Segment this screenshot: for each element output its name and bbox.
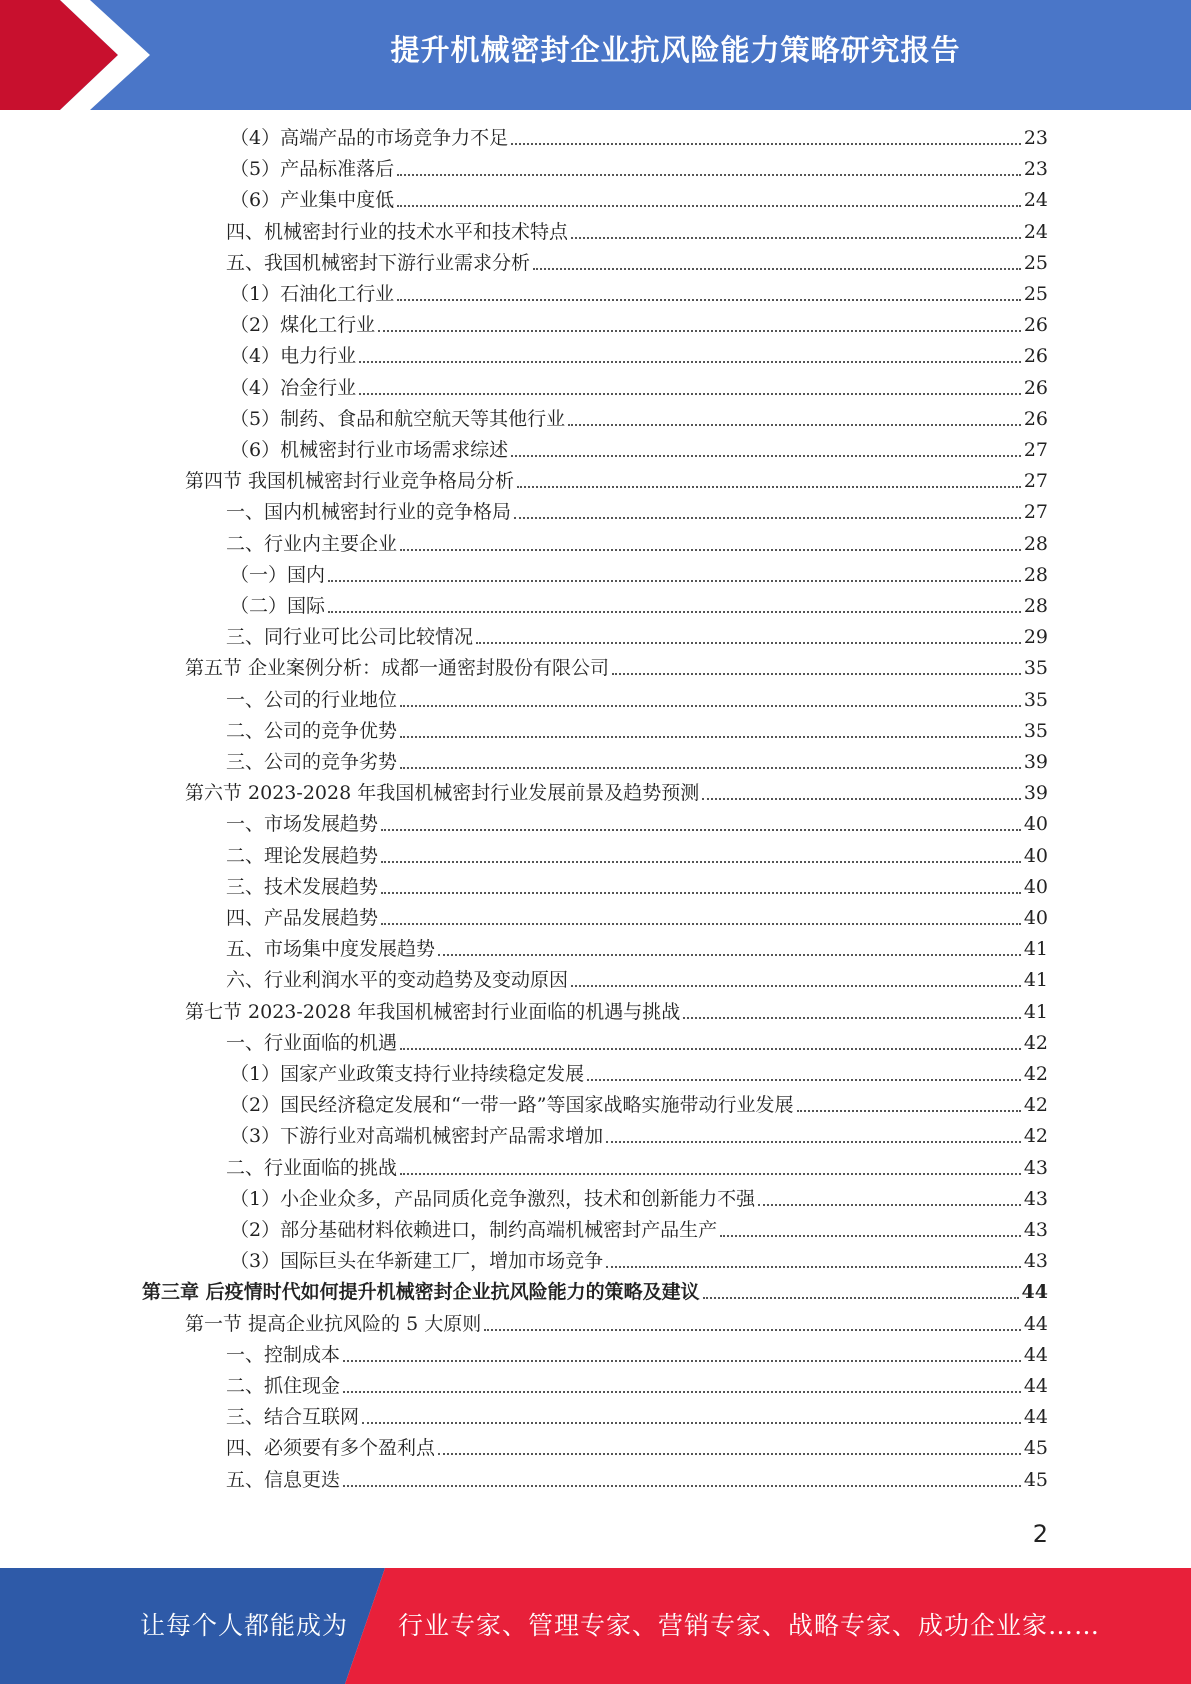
toc-entry[interactable] [226,1374,1048,1398]
toc-dot-leader [484,1329,1021,1331]
toc-dot-leader [400,705,1021,707]
toc-entry[interactable] [226,1468,1048,1492]
toc-dot-leader [438,1453,1021,1455]
toc-dot-leader [511,143,1021,145]
toc-dot-leader [397,174,1021,176]
toc-entry[interactable] [226,1436,1048,1460]
toc-entry[interactable] [226,1031,1048,1055]
toc-entry[interactable] [230,376,1048,400]
toc-entry-label: 第三章 后疫情时代如何提升机械密封企业抗风险能力的策略及建议 [142,1281,700,1304]
toc-entry-page: 35 [1023,657,1048,680]
toc-entry[interactable] [226,220,1048,244]
toc-dot-leader [683,1017,1021,1019]
toc-dot-leader [381,829,1021,831]
toc-entry[interactable] [226,906,1048,930]
toc-dot-leader [606,1141,1021,1143]
toc-dot-leader [571,985,1021,987]
toc-entry-label: （3）国际巨头在华新建工厂，增加市场竞争 [230,1250,604,1273]
toc-dot-leader [438,954,1021,956]
toc-dot-leader [702,798,1021,800]
toc-entry-label: （5）产品标准落后 [230,158,395,181]
toc-entry-page: 40 [1023,875,1048,898]
toc-entry[interactable] [226,500,1048,524]
toc-entry-page: 42 [1023,1125,1048,1148]
toc-entry-label: 五、我国机械密封下游行业需求分析 [226,251,531,274]
toc-entry-page: 27 [1023,439,1048,461]
toc-dot-leader [343,1485,1021,1487]
toc-entry[interactable] [230,282,1048,306]
toc-entry-label: （6）机械密封行业市场需求综述 [230,439,509,461]
toc-dot-leader [571,237,1021,239]
toc-entry-label: （2）国民经济稳定发展和“一带一路”等国家战略实施带动行业发展 [230,1094,794,1117]
toc-entry-label: （4）冶金行业 [230,376,357,399]
toc-entry-page: 39 [1023,782,1048,805]
toc-entry[interactable] [230,1187,1048,1211]
toc-entry[interactable] [226,937,1048,961]
toc-entry[interactable] [226,750,1048,774]
toc-entry-label: 二、行业面临的挑战 [226,1156,398,1179]
toc-entry-page: 44 [1023,1312,1048,1335]
toc-dot-leader [533,268,1021,270]
toc-dot-leader [381,923,1021,925]
toc-entry-label: 二、公司的竞争优势 [226,719,398,742]
toc-dot-leader [612,673,1021,675]
toc-entry-label: 第四节 我国机械密封行业竞争格局分析 [185,470,515,493]
toc-entry-page: 28 [1023,595,1048,617]
toc-entry[interactable] [230,157,1048,181]
toc-entry-page: 28 [1023,563,1048,586]
toc-entry-label: （3）下游行业对高端机械密封产品需求增加 [230,1125,604,1148]
toc-dot-leader [568,424,1021,426]
toc-entry-label: （1）石油化工行业 [230,283,395,305]
toc-dot-leader [587,1079,1021,1081]
toc-dot-leader [328,580,1021,582]
toc-entry-page: 23 [1023,158,1048,181]
toc-entry[interactable] [185,1000,1048,1024]
toc-entry[interactable] [230,407,1048,431]
page-number: 2 [1032,1520,1048,1548]
toc-dot-leader [359,393,1021,395]
toc-entry-page: 40 [1023,907,1048,929]
toc-dot-leader [328,611,1021,613]
toc-entry[interactable] [230,188,1048,212]
toc-entry[interactable] [230,1093,1048,1117]
toc-entry-page: 26 [1023,345,1048,368]
toc-entry-label: （5）制药、食品和航空航天等其他行业 [230,407,566,430]
toc-dot-leader [606,1266,1021,1268]
toc-entry-label: 四、机械密封行业的技术水平和技术特点 [226,220,569,243]
toc-entry-page: 44 [1023,1375,1048,1397]
toc-dot-leader [362,1422,1021,1424]
toc-dot-leader [359,361,1021,363]
toc-entry-label: 四、必须要有多个盈利点 [226,1437,436,1460]
toc-entry-label: 一、控制成本 [226,1343,341,1366]
toc-entry-page: 45 [1023,1468,1048,1491]
toc-entry-label: （一）国内 [230,563,326,586]
toc-entry[interactable] [226,719,1048,743]
toc-entry[interactable] [226,844,1048,868]
toc-dot-leader [400,736,1021,738]
toc-entry[interactable] [230,344,1048,368]
toc-entry-page: 44 [1023,1343,1048,1366]
toc-entry[interactable] [226,625,1048,649]
toc-entry-page: 23 [1023,127,1048,149]
toc-dot-leader [400,549,1021,551]
toc-entry-label: 第六节 2023-2028 年我国机械密封行业发展前景及趋势预测 [185,782,700,805]
toc-entry[interactable] [226,1156,1048,1180]
toc-entry-label: （1）国家产业政策支持行业持续稳定发展 [230,1063,585,1085]
toc-entry[interactable] [230,438,1048,462]
toc-entry-page: 26 [1023,407,1048,430]
toc-entry[interactable] [230,563,1048,587]
toc-entry-label: 一、公司的行业地位 [226,688,398,711]
toc-entry-page: 41 [1023,1000,1048,1023]
toc-entry[interactable] [226,532,1048,556]
toc-entry[interactable] [230,1249,1048,1273]
toc-dot-leader [400,767,1021,769]
toc-entry-label: 五、市场集中度发展趋势 [226,938,436,961]
toc-entry-page: 26 [1023,376,1048,399]
toc-entry-page: 41 [1023,938,1048,961]
toc-entry-page: 40 [1023,844,1048,867]
toc-entry-label: （1）小企业众多，产品同质化竞争激烈，技术和创新能力不强 [230,1187,756,1210]
toc-entry-page: 39 [1023,751,1048,773]
toc-entry[interactable] [230,1218,1048,1242]
toc-entry[interactable] [226,1405,1048,1429]
toc-entry-label: 第一节 提高企业抗风险的 5 大原则 [185,1312,482,1335]
toc-entry-page: 35 [1023,719,1048,742]
toc-dot-leader [758,1204,1021,1206]
toc-entry-page: 43 [1023,1219,1048,1241]
toc-entry-label: 三、结合互联网 [226,1406,360,1429]
toc-entry[interactable] [230,126,1048,150]
toc-entry-page: 43 [1023,1250,1048,1273]
toc-dot-leader [476,642,1021,644]
page-header [0,0,1191,110]
toc-entry-label: （2）煤化工行业 [230,314,376,337]
toc-entry-page: 42 [1023,1094,1048,1117]
toc-entry[interactable] [226,1343,1048,1367]
toc-entry-page: 43 [1023,1187,1048,1210]
toc-entry-label: （二）国际 [230,595,326,617]
toc-entry[interactable] [230,313,1048,337]
toc-entry-label: （4）电力行业 [230,345,357,368]
toc-entry-label: 二、抓住现金 [226,1375,341,1397]
page-footer [0,1568,1191,1684]
toc-entry-label: 一、行业面临的机遇 [226,1031,398,1054]
toc-dot-leader [397,299,1021,301]
toc-dot-leader [400,1173,1021,1175]
toc-dot-leader [343,1360,1021,1362]
toc-entry-page: 45 [1023,1437,1048,1460]
toc-entry-page: 25 [1023,283,1048,305]
toc-entry[interactable] [185,1312,1048,1336]
toc-entry-page: 41 [1023,969,1048,992]
toc-entry[interactable] [226,812,1048,836]
toc-entry-label: 一、市场发展趋势 [226,813,379,836]
toc-entry-label: 二、理论发展趋势 [226,844,379,867]
toc-dot-leader [397,205,1021,207]
toc-entry-page: 26 [1023,314,1048,337]
toc-entry-page: 24 [1023,189,1048,212]
toc-entry-page: 28 [1023,532,1048,555]
toc-dot-leader [511,455,1021,457]
footer-slogan-right: 行业专家、管理专家、营销专家、战略专家、成功企业家…… [398,1611,1101,1640]
toc-entry[interactable] [142,1280,1048,1304]
toc-entry[interactable] [226,688,1048,712]
toc-dot-leader [514,517,1021,519]
toc-entry[interactable] [230,1124,1048,1148]
toc-dot-leader [378,330,1021,332]
toc-entry-label: 第七节 2023-2028 年我国机械密封行业面临的机遇与挑战 [185,1000,681,1023]
toc-entry-page: 42 [1023,1063,1048,1085]
toc-entry[interactable] [226,875,1048,899]
toc-entry-label: 三、同行业可比公司比较情况 [226,626,474,649]
toc-entry-label: 一、国内机械密封行业的竞争格局 [226,501,512,524]
toc-entry-page: 42 [1023,1031,1048,1054]
toc-entry[interactable] [185,469,1048,493]
toc-entry-label: （2）部分基础材料依赖进口，制约高端机械密封产品生产 [230,1219,718,1241]
toc-dot-leader [517,486,1021,488]
toc-entry-label: 三、技术发展趋势 [226,875,379,898]
toc-entry-label: （4）高端产品的市场竞争力不足 [230,127,509,149]
toc-entry-label: 二、行业内主要企业 [226,532,398,555]
toc-dot-leader [720,1235,1021,1237]
toc-entry-page: 27 [1023,470,1048,493]
toc-dot-leader [381,892,1021,894]
toc-entry-page: 35 [1023,688,1048,711]
toc-dot-leader [400,1048,1021,1050]
report-title: 提升机械密封企业抗风险能力策略研究报告 [390,33,961,67]
toc-entry-label: 第五节 企业案例分析：成都一通密封股份有限公司 [185,657,610,680]
toc-entry-page: 40 [1023,813,1048,836]
toc-entry[interactable] [185,781,1048,805]
toc-entry-page: 27 [1023,501,1048,524]
toc-entry[interactable] [226,251,1048,275]
toc-entry-page: 43 [1023,1156,1048,1179]
toc-entry[interactable] [226,968,1048,992]
toc-entry-page: 25 [1023,251,1048,274]
footer-slogan-left: 让每个人都能成为 [140,1611,349,1640]
toc-entry-page: 44 [1023,1406,1048,1429]
toc-dot-leader [703,1297,1019,1299]
toc-entry-label: 三、公司的竞争劣势 [226,751,398,773]
toc-entry-page: 29 [1023,626,1048,649]
toc-entry[interactable] [185,656,1048,680]
toc-dot-leader [381,861,1021,863]
toc-dot-leader [343,1391,1021,1393]
toc-entry-label: 四、产品发展趋势 [226,907,379,929]
toc-entry[interactable] [230,594,1048,618]
toc-entry-label: 六、行业利润水平的变动趋势及变动原因 [226,969,569,992]
toc-entry-page: 24 [1023,220,1048,243]
toc-entry-label: （6）产业集中度低 [230,189,395,212]
toc-entry-label: 五、信息更迭 [226,1468,341,1491]
toc-entry[interactable] [230,1062,1048,1086]
toc-entry-page: 44 [1021,1281,1048,1304]
toc-dot-leader [797,1110,1021,1112]
